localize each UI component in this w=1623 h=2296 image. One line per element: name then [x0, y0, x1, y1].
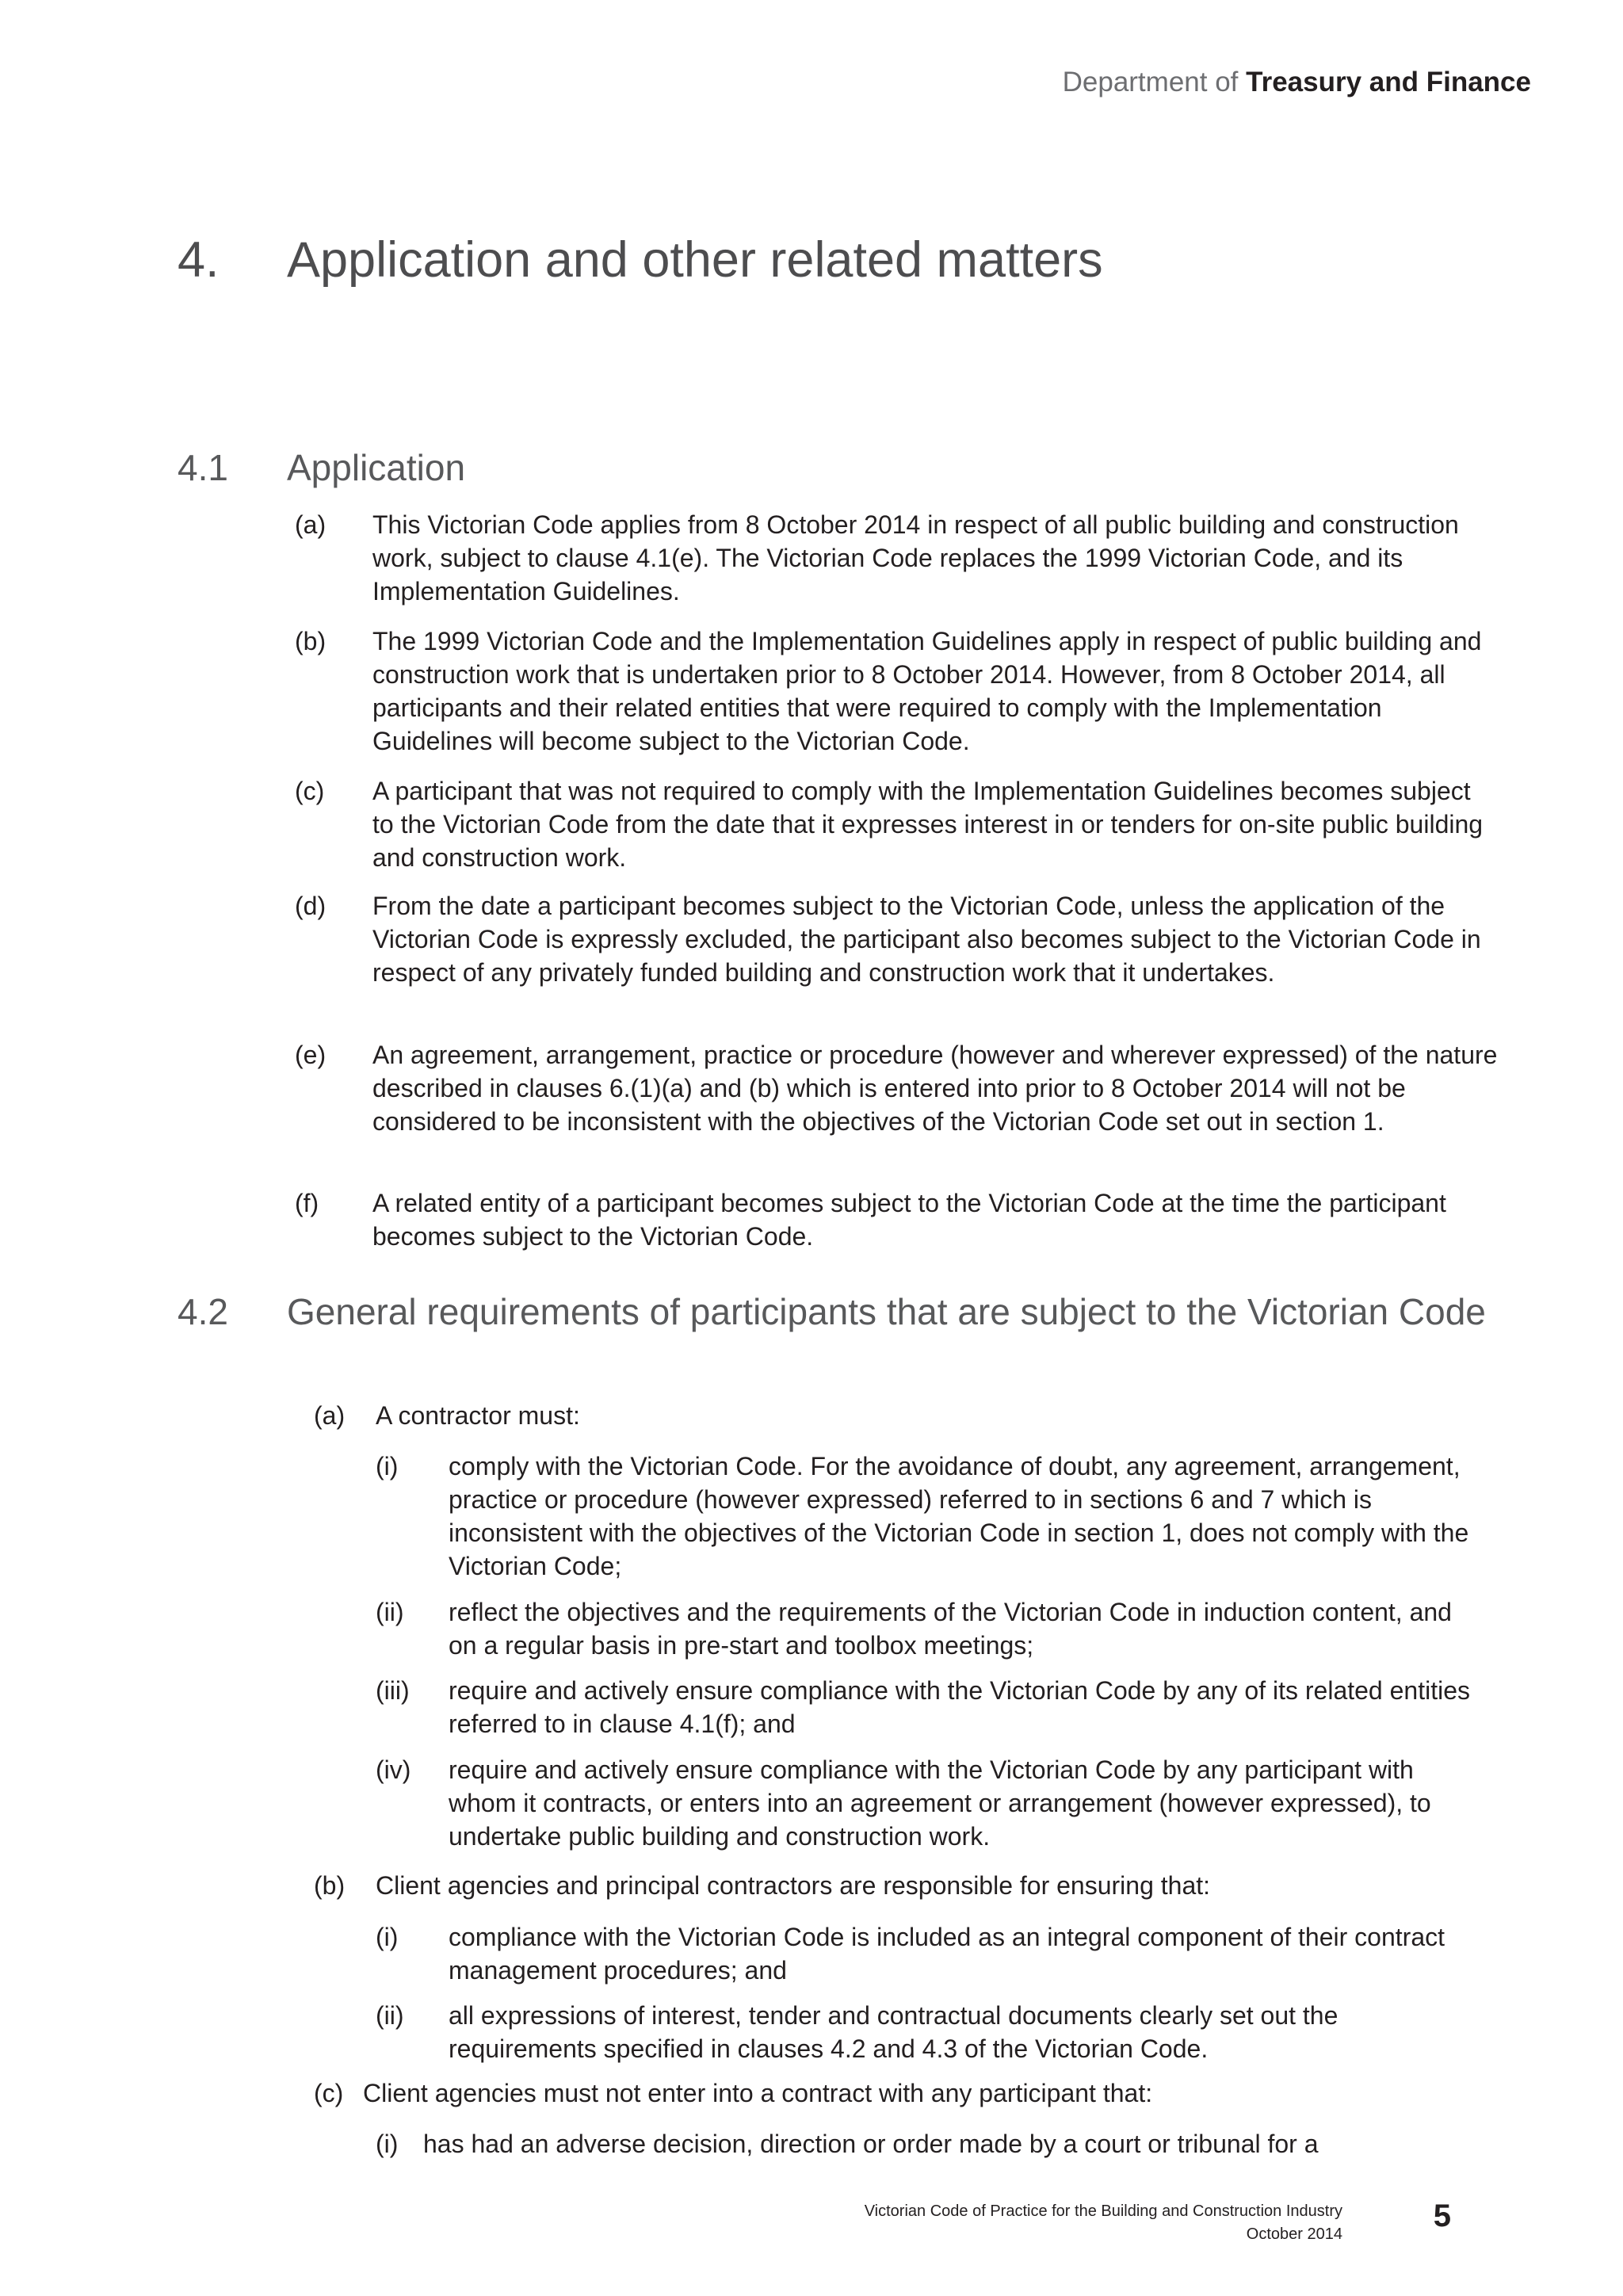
subclause-label: (i): [376, 2130, 399, 2158]
clause-label: (c): [295, 777, 325, 805]
footer-date: October 2014: [1246, 2225, 1342, 2243]
subclause-label: (i): [376, 1452, 399, 1480]
subclause-label: (i): [376, 1923, 399, 1951]
subsection-number: 4.2: [178, 1291, 228, 1332]
subclause-text: require and actively ensure compliance with the Victorian Code by any of its related entities referred to in clause 4.1(f); and: [449, 1676, 1470, 1738]
subclause-text: has had an adverse decision, direction or order made by a court or tribunal for a: [423, 2130, 1319, 2158]
subclause-label: (ii): [376, 1598, 404, 1626]
subclause-text: comply with the Victorian Code. For the avoidance of doubt, any agreement, arrangement, practice or procedure (however expressed) referred to in sections 6 and 7 which is inconsistent with the objectives of the Victorian Code in section 1, does not comply with the Victorian Code;: [449, 1452, 1469, 1580]
clause-text: A contractor must:: [376, 1401, 580, 1430]
section-number: 4.: [178, 232, 220, 288]
clause-text: A participant that was not required to comply with the Implementation Guidelines becomes subject to the Victorian Code from the date that it expresses interest in or tenders for on-site public building and construction work.: [372, 777, 1484, 872]
header-prefix: Department of: [1062, 67, 1239, 97]
subsection-title: Application: [287, 447, 466, 488]
subclause-label: (ii): [376, 2001, 404, 2030]
footer-title: Victorian Code of Practice for the Building and Construction Industry: [864, 2202, 1342, 2220]
clause-text: A related entity of a participant becomes subject to the Victorian Code at the time the participant becomes subject to the Victorian Code.: [372, 1189, 1446, 1251]
clause-text: The 1999 Victorian Code and the Implementation Guidelines apply in respect of public building and construction work that is undertaken prior to 8 October 2014. However, from 8 October 2014, all participants and their related entities that were required to comply with the Implementation Guidelines will become subject to the Victorian Code.: [372, 627, 1482, 755]
clause-label: (d): [295, 892, 327, 920]
clause-text: An agreement, arrangement, practice or procedure (however and wherever expressed) of the nature described in clauses 6.(1)(a) and (b) which is entered into prior to 8 October 2014 will not be considered to be inconsistent with the objectives of the Victorian Code set out in section 1.: [372, 1041, 1498, 1136]
subclause-text: reflect the objectives and the requirements of the Victorian Code in induction content, and on a regular basis in pre-start and toolbox meetings;: [449, 1598, 1452, 1660]
clause-label: (c): [314, 2079, 344, 2107]
subsection-number: 4.1: [178, 447, 228, 488]
clause-label: (a): [295, 510, 327, 539]
subsection-title: General requirements of participants that are subject to the Victorian Code: [287, 1291, 1486, 1332]
clause-text: From the date a participant becomes subject to the Victorian Code, unless the application of the Victorian Code is expressly excluded, the participant also becomes subject to the Victorian Code in respect of any privately funded building and construction work that it undertakes.: [372, 892, 1481, 987]
subclause-text: all expressions of interest, tender and contractual documents clearly set out the requirements specified in clauses 4.2 and 4.3 of the Victorian Code.: [449, 2001, 1338, 2063]
section-title: Application and other related matters: [287, 232, 1103, 288]
subclause-label: (iii): [376, 1676, 410, 1705]
page-number: 5: [1433, 2199, 1451, 2233]
subclause-text: require and actively ensure compliance with the Victorian Code by any participant with whom it contracts, or enters into an agreement or arrangement (however expressed), to undertake public building and construction work.: [449, 1755, 1431, 1851]
clause-text: This Victorian Code applies from 8 October 2014 in respect of all public building and construction work, subject to clause 4.1(e). The Victorian Code replaces the 1999 Victorian Code, and its Implementation Guidelines.: [372, 510, 1459, 606]
header-department-name: Treasury and Finance: [1246, 67, 1531, 97]
clause-label: (f): [295, 1189, 319, 1217]
clause-label: (b): [314, 1871, 346, 1900]
clause-text: Client agencies must not enter into a contract with any participant that:: [363, 2079, 1153, 2107]
clause-label: (a): [314, 1401, 346, 1430]
page-header: [1063, 67, 1531, 98]
clause-text: Client agencies and principal contractors are responsible for ensuring that:: [376, 1871, 1211, 1900]
clause-label: (b): [295, 627, 327, 655]
subclause-text: compliance with the Victorian Code is included as an integral component of their contract management procedures; and: [449, 1923, 1445, 1985]
footer-publication: [865, 2200, 1342, 2246]
clause-label: (e): [295, 1041, 327, 1069]
subclause-label: (iv): [376, 1755, 411, 1784]
